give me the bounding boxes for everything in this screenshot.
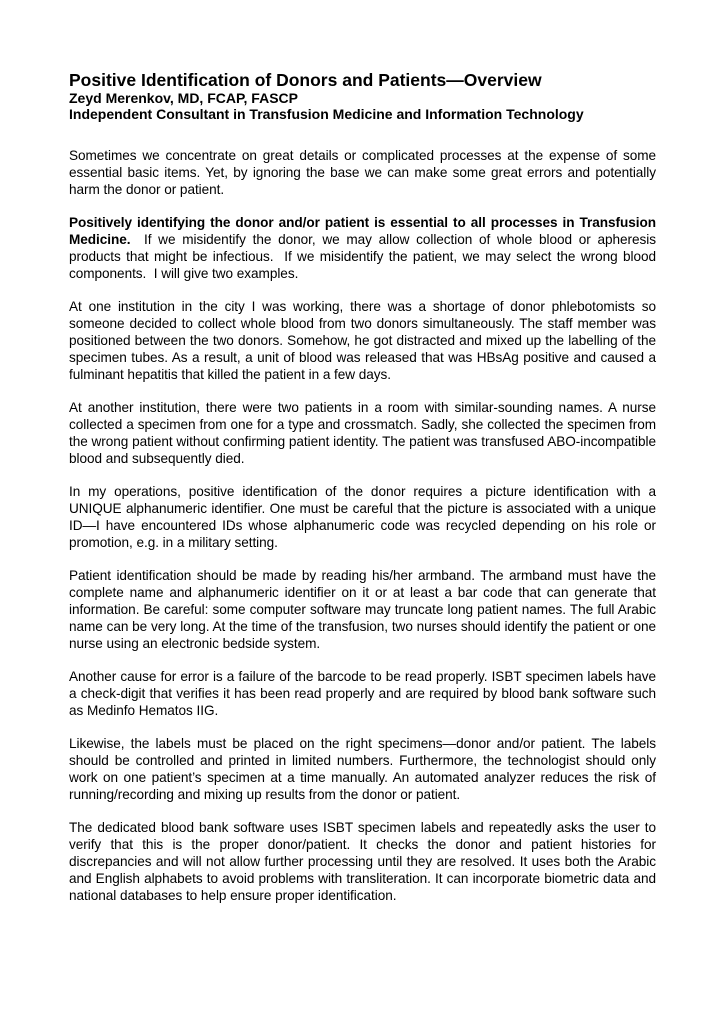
paragraph-donor-identification <box>69 483 656 551</box>
paragraph-text: The dedicated blood bank software uses ISBT specimen labels and repeatedly asks the user to verify that this is the proper donor/patient. It checks the donor and patient histories for discrepancies and will not allow further processing until they are resolved. It uses both the Arabic and English alphabets to avoid problems with transliteration. It can incorporate biometric data and national databases to help ensure proper identification. <box>69 820 656 903</box>
paragraph-key-point <box>69 214 660 282</box>
paragraph-text: At another institution, there were two patients in a room with similar-sounding names. A nurse collected a specimen from one for a type and crossmatch. Sadly, she collected the specimen from the wrong patient without confirming patient identity. The patient was transfused ABO-incompatible blood and subsequently died. <box>69 400 656 466</box>
paragraph-intro <box>69 147 656 198</box>
paragraph-text: At one institution in the city I was working, there was a shortage of donor phlebotomists so someone decided to collect whole blood from two donors simultaneously. The staff member was positioned between the two donors. Somehow, he got distracted and mixed up the labelling of the specimen tubes. As a result, a unit of blood was released that was HBsAg positive and caused a fulminant hepatitis that killed the patient in a few days. <box>69 299 656 382</box>
paragraph-barcode <box>69 668 656 719</box>
paragraph-example-patient <box>69 399 656 467</box>
document-title: Positive Identification of Donors and Patients—Overview <box>69 70 542 90</box>
paragraph-text: Another cause for error is a failure of the barcode to be read properly. ISBT specimen labels have a check-digit that verifies it has been read properly and are required by blood bank software such as Medinfo Hematos IIG. <box>69 669 656 718</box>
paragraph-bold-lead: Positively identifying the donor and/or patient is essential to all processes in Transfusion Medicine. <box>69 215 656 247</box>
document-body <box>69 147 660 904</box>
paragraph-patient-identification <box>69 567 656 652</box>
document-page <box>69 70 660 920</box>
paragraph-text: In my operations, positive identification of the donor requires a picture identification with a UNIQUE alphanumeric identifier. One must be careful that the picture is associated with a unique ID—I have encountered IDs whose alphanumeric code was recycled depending on his role or promotion, e.g. in a military setting. <box>69 484 656 550</box>
paragraph-software <box>69 819 656 904</box>
paragraph-text: Likewise, the labels must be placed on the right specimens—donor and/or patient. The labels should be controlled and printed in limited numbers. Furthermore, the technologist should only work on one patient’s specimen at a time manually. An automated analyzer reduces the risk of running/recording and mixing up results from the donor or patient. <box>69 736 656 802</box>
paragraph-text: Patient identification should be made by reading his/her armband. The armband must have the complete name and alphanumeric identifier on it or at least a bar code that can generate that information. Be careful: some computer software may truncate long patient names. The full Arabic name can be very long. At the time of the transfusion, two nurses should identify the patient or one nurse using an electronic bedside system. <box>69 568 656 651</box>
paragraph-text: Sometimes we concentrate on great details or complicated processes at the expense of some essential basic items. Yet, by ignoring the base we can make some great errors and potentially harm the donor or patient. <box>69 148 656 197</box>
affiliation-line: Independent Consultant in Transfusion Medicine and Information Technology <box>69 106 584 122</box>
author-line: Zeyd Merenkov, MD, FCAP, FASCP <box>69 90 298 106</box>
paragraph-text: If we misidentify the donor, we may allow collection of whole blood or apheresis products that might be infectious. If we misidentify the patient, we may select the wrong blood components. I will give two examples. <box>69 232 660 281</box>
paragraph-example-donor <box>69 298 656 383</box>
paragraph-labels <box>69 735 656 803</box>
